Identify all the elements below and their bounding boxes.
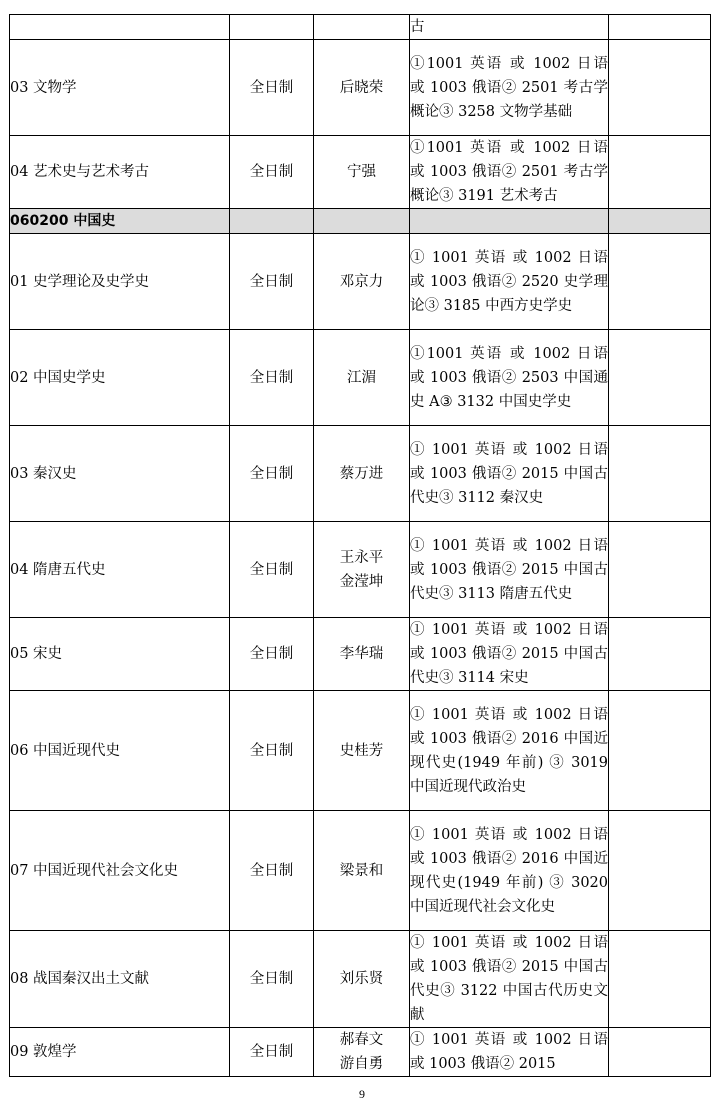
major-name: 07 中国近现代社会文化史 <box>10 811 230 931</box>
tutor-names <box>314 209 410 234</box>
tutor-name: 梁景和 <box>339 862 384 879</box>
study-mode: 全日制 <box>230 931 314 1028</box>
tutor-name: 刘乐贤 <box>339 971 384 987</box>
major-name <box>10 15 230 40</box>
tutor-names <box>314 426 410 522</box>
tutor-names <box>314 931 410 1028</box>
tutor-name: 李华瑞 <box>339 646 384 662</box>
study-mode: 全日制 <box>230 1028 314 1077</box>
table-row <box>10 931 711 1028</box>
major-name: 06 中国近现代史 <box>10 691 230 811</box>
major-name: 060200 中国史 <box>10 209 230 234</box>
tutor-name: 蔡万进 <box>339 465 384 482</box>
study-mode: 全日制 <box>230 136 314 209</box>
remarks <box>609 618 711 691</box>
major-name: 04 隋唐五代史 <box>10 522 230 618</box>
exam-subjects: 古 <box>410 15 609 40</box>
remarks <box>609 209 711 234</box>
exam-subjects: ① 1001 英语 或 1002 日语 或 1003 俄语② 2016 中国近现代史(1949 年前) ③ 3019 中国近现代政治史 <box>410 691 609 811</box>
table-row <box>10 811 711 931</box>
remarks <box>609 811 711 931</box>
tutor-names <box>314 811 410 931</box>
major-name: 03 秦汉史 <box>10 426 230 522</box>
major-name: 05 宋史 <box>10 618 230 691</box>
major-name: 09 敦煌学 <box>10 1028 230 1077</box>
major-name: 03 文物学 <box>10 40 230 136</box>
tutor-names <box>314 15 410 40</box>
study-mode: 全日制 <box>230 330 314 426</box>
study-mode <box>230 15 314 40</box>
study-mode: 全日制 <box>230 618 314 691</box>
section-header-row <box>10 209 711 234</box>
major-name: 08 战国秦汉出土文献 <box>10 931 230 1028</box>
study-mode: 全日制 <box>230 691 314 811</box>
exam-subjects: ① 1001 英语 或 1002 日语 或 1003 俄语② 2015 中国古代史③ 3114 宋史 <box>410 618 609 691</box>
exam-subjects: ①1001 英语 或 1002 日语 或 1003 俄语② 2501 考古学概论③ 3191 艺术考古 <box>410 136 609 209</box>
tutor-name: 王永平 <box>339 549 384 566</box>
table-row <box>10 136 711 209</box>
page-number: 9 <box>359 1087 365 1101</box>
study-mode: 全日制 <box>230 40 314 136</box>
tutor-names <box>314 330 410 426</box>
remarks <box>609 691 711 811</box>
exam-subjects: ① 1001 英语 或 1002 日语 或 1003 俄语② 2520 史学理论③ 3185 中西方史学史 <box>410 234 609 330</box>
exam-subjects: ① 1001 英语 或 1002 日语 或 1003 俄语② 2016 中国近现代史(1949 年前) ③ 3020 中国近现代社会文化史 <box>410 811 609 931</box>
tutor-name: 史桂芳 <box>339 742 384 759</box>
tutor-name: 后晓荣 <box>339 79 384 96</box>
tutor-name: 宁强 <box>347 164 376 180</box>
table-row <box>10 15 711 40</box>
study-mode: 全日制 <box>230 426 314 522</box>
table-row <box>10 618 711 691</box>
tutor-name: 郝春文 <box>339 1032 384 1048</box>
tutor-names <box>314 136 410 209</box>
table-row <box>10 1028 711 1077</box>
exam-subjects: ① 1001 英语 或 1002 日语 或 1003 俄语② 2015 <box>410 1028 609 1077</box>
exam-subjects: ① 1001 英语 或 1002 日语 或 1003 俄语② 2015 中国古代史③ 3122 中国古代历史文献 <box>410 931 609 1028</box>
tutor-name: 邓京力 <box>339 273 384 290</box>
major-name: 04 艺术史与艺术考古 <box>10 136 230 209</box>
table-row <box>10 330 711 426</box>
exam-subjects <box>410 209 609 234</box>
exam-subjects: ①1001 英语 或 1002 日语 或 1003 俄语② 2501 考古学概论③ 3258 文物学基础 <box>410 40 609 136</box>
remarks <box>609 136 711 209</box>
tutor-names <box>314 40 410 136</box>
remarks <box>609 330 711 426</box>
remarks <box>609 931 711 1028</box>
remarks <box>609 234 711 330</box>
remarks <box>609 522 711 618</box>
study-mode <box>230 209 314 234</box>
study-mode: 全日制 <box>230 234 314 330</box>
table-row <box>10 234 711 330</box>
table-row <box>10 691 711 811</box>
study-mode: 全日制 <box>230 811 314 931</box>
tutor-name: 游自勇 <box>339 1056 384 1072</box>
tutor-names <box>314 1028 410 1077</box>
remarks <box>609 40 711 136</box>
tutor-name: 金滢坤 <box>339 573 384 590</box>
table-row <box>10 426 711 522</box>
tutor-names <box>314 234 410 330</box>
exam-subjects: ①1001 英语 或 1002 日语 或 1003 俄语② 2503 中国通史 A③ 3132 中国史学史 <box>410 330 609 426</box>
study-mode: 全日制 <box>230 522 314 618</box>
remarks <box>609 426 711 522</box>
tutor-name: 江湄 <box>347 369 376 386</box>
table-row <box>10 40 711 136</box>
table-row <box>10 522 711 618</box>
program-table-body <box>10 15 711 1077</box>
exam-subjects: ① 1001 英语 或 1002 日语 或 1003 俄语② 2015 中国古代史③ 3112 秦汉史 <box>410 426 609 522</box>
remarks <box>609 15 711 40</box>
tutor-names <box>314 522 410 618</box>
major-name: 02 中国史学史 <box>10 330 230 426</box>
program-table <box>9 14 711 1077</box>
major-name: 01 史学理论及史学史 <box>10 234 230 330</box>
tutor-names <box>314 618 410 691</box>
remarks <box>609 1028 711 1077</box>
tutor-names <box>314 691 410 811</box>
exam-subjects: ① 1001 英语 或 1002 日语 或 1003 俄语② 2015 中国古代史③ 3113 隋唐五代史 <box>410 522 609 618</box>
